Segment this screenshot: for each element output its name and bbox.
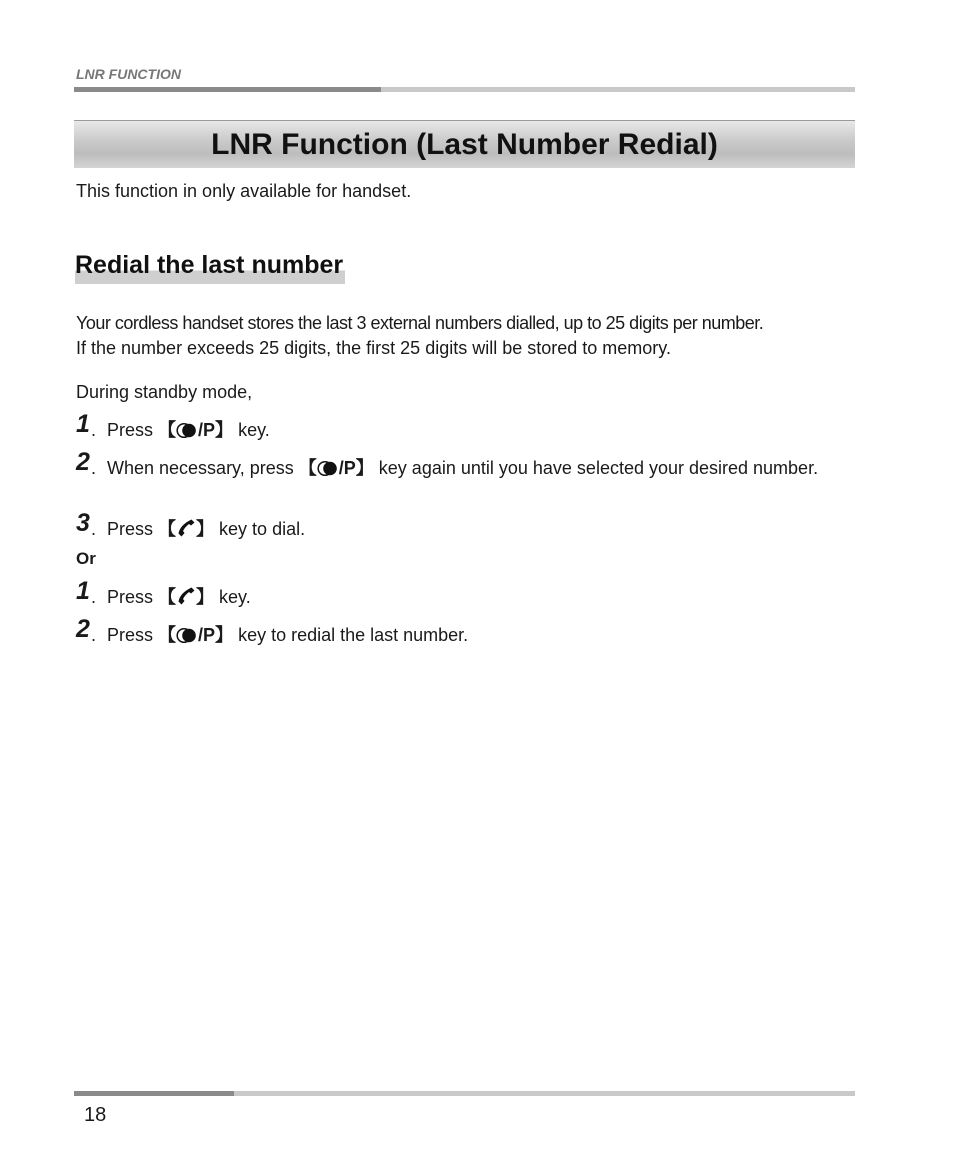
step-number: 2 bbox=[76, 615, 90, 643]
intro-text: This function in only available for handset. bbox=[76, 181, 412, 201]
step-number: 1 bbox=[76, 410, 90, 438]
key-label: /P bbox=[198, 625, 216, 645]
redial-circle-icon bbox=[176, 626, 198, 650]
page-number: 18 bbox=[84, 1104, 107, 1126]
title-bar bbox=[74, 120, 855, 168]
bracket-close: 】 bbox=[215, 420, 234, 440]
header-rule bbox=[74, 87, 855, 92]
page-title: LNR Function (Last Number Redial) bbox=[211, 128, 718, 161]
step-number: 3 bbox=[76, 509, 90, 537]
section-heading: Redial the last number bbox=[75, 251, 344, 279]
step-text: When necessary, press bbox=[107, 458, 294, 478]
step-number: 2 bbox=[76, 448, 90, 476]
redial-circle-icon bbox=[317, 459, 339, 483]
step-number: 1 bbox=[76, 577, 90, 605]
bracket-close: 】 bbox=[215, 625, 234, 645]
key-label: /P bbox=[338, 458, 356, 478]
bracket-open: 【 bbox=[158, 519, 177, 539]
para-limit: If the number exceeds 25 digits, the first 25 digits will be stored to memory. bbox=[76, 338, 671, 358]
bracket-open: 【 bbox=[158, 625, 177, 645]
step-text: key to dial. bbox=[219, 519, 306, 539]
phone-talk-icon bbox=[176, 586, 196, 612]
redial-circle-icon bbox=[176, 421, 198, 445]
bracket-open: 【 bbox=[158, 420, 177, 440]
running-head: LNR FUNCTION bbox=[76, 66, 181, 82]
bracket-open: 【 bbox=[158, 587, 177, 607]
bracket-close: 】 bbox=[196, 519, 215, 539]
bracket-open: 【 bbox=[298, 458, 317, 478]
bracket-close: 】 bbox=[196, 587, 215, 607]
step-text: key to redial the last number. bbox=[238, 625, 469, 645]
footer-rule bbox=[74, 1091, 855, 1096]
para-storage: Your cordless handset stores the last 3 external numbers dialled, up to 25 digits per number. bbox=[76, 313, 764, 333]
step-text: Press bbox=[107, 420, 154, 440]
step-text: key again until you have selected your desired number. bbox=[378, 458, 819, 478]
para-standby: During standby mode, bbox=[76, 382, 253, 402]
or-label: Or bbox=[76, 549, 96, 568]
step-text: key. bbox=[219, 587, 251, 607]
step-text: key. bbox=[238, 420, 270, 440]
bracket-close: 】 bbox=[355, 458, 374, 478]
step-text: Press bbox=[107, 625, 154, 645]
section-heading-box bbox=[75, 249, 345, 284]
phone-talk-icon bbox=[176, 518, 196, 544]
key-label: /P bbox=[198, 420, 216, 440]
step-text: Press bbox=[107, 587, 154, 607]
step-text: Press bbox=[107, 519, 154, 539]
